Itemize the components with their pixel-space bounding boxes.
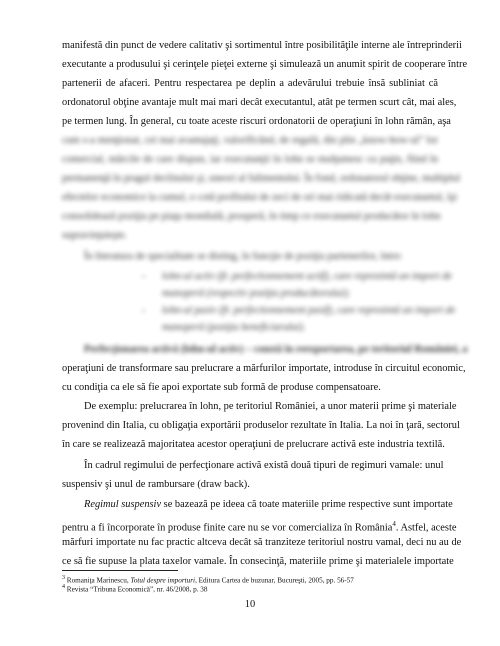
blurred-bullet: lohn-ul pasiv (fr. perfectionnement pasif), care reprezintă un import de (162, 305, 456, 316)
body-text-line: suspensiv şi unul de rambursare (draw back). (62, 479, 250, 490)
blurred-line: permanenţă în pragul declinului şi, uneori al falimentului. În fond, ordonatorul obţine, multiplul (62, 173, 461, 184)
body-text-line: cu condiţia ca ele să fie apoi exportate sub formă de produse compensatoare. (62, 382, 381, 393)
blurred-bullet: manoperă (poziţia beneficiarului). (162, 322, 306, 333)
page-number: 10 (244, 599, 256, 610)
blurred-bullet: lohn-ul activ (fr. perfectionnement actif), care reprezintă un import de (162, 271, 453, 282)
blurred-lead: Perfecţionarea activă (lohn-ul activ) – constă în reexportarea, pe teritoriul României, a (84, 344, 468, 355)
body-text-line: manifestă din punct de vedere calitativ şi sortimentul între posibilităţile interne ale întreprinderii (62, 40, 462, 51)
footnote (62, 583, 207, 594)
regim-suspensiv-line (84, 499, 453, 511)
body-text-segment: pentru a fi încorporate în produse finite care nu se vor comercializa în România (62, 522, 393, 534)
body-text-line: în care se realizează majoritatea acestor operaţiuni de prelucrare activă este industria textilă. (62, 439, 445, 450)
footnote-text: , Editura Cartea de buzunar, Bucureşti, 2005, pp. 56-57 (195, 576, 354, 585)
footnote-ref: 4 (392, 520, 396, 528)
footnote-text: Romaniţa Marinescu, (66, 576, 131, 585)
body-text-line: executante a produsului şi cerinţele pieţei externe şi simulează un anumit spirit de cooperare între (62, 59, 468, 70)
body-text-line: În cadrul regimului de perfecţionare activă există două tipuri de regimuri vamale: unul (84, 460, 444, 471)
body-text-line: provenind din Italia, cu obligaţia exportării produselor rezultate în Italia. La noi în ţară, sectorul (62, 420, 460, 431)
blurred-intro: În literatura de specialitate se disting, în funcţie de poziţia partenerilor, între: (84, 251, 403, 262)
body-text-segment: . Astfel, aceste (395, 522, 457, 534)
blurred-line: efectelor economice la cumul, o cotă profitului de zeci de ori mai ridicată decât executantul, îşi (62, 192, 457, 203)
bullet-dash: - (142, 305, 146, 316)
footnote-text: Revista “Tribuna Economică”, nr. 46/2008, p. 38 (66, 585, 208, 594)
body-text-line: partenerii de afaceri. Pentru respectarea pe deplin a adevărului trebuie însă subliniat că (62, 78, 438, 89)
bullet-dash: - (142, 271, 146, 282)
body-text-line: operaţiuni de transformare sau prelucrare a mărfurilor importate, introduse în circuitul economic, (62, 363, 466, 374)
regim-suspensiv-term: Regimul suspensiv (84, 499, 162, 510)
footnote-number: 3 (62, 575, 65, 581)
footnote-separator (62, 570, 178, 571)
blurred-line: consolidează poziţia pe piaţa mondială, prosperă, în timp ce executantul producător în lohn (62, 211, 441, 222)
footnote-number: 4 (62, 584, 65, 590)
blurred-bullet: manoperă (respectiv poziţia producătorului); (162, 288, 351, 299)
footnote-title: Totul despre importuri (130, 576, 196, 585)
body-text-line: ordonatorul obţine avantaje mult mai mari decât executantul, atât pe termen scurt cât, mai ales, (62, 97, 457, 108)
body-text-line: mărfuri importate nu fac practic altceva decât să tranziteze teritoriul nostru vamal, deci nu au de (62, 537, 462, 548)
blurred-line: supravieţuieşte. (62, 230, 127, 241)
body-text-line: De exemplu: prelucrarea în lohn, pe teritoriul României, a unor materii prime şi materiale (84, 401, 457, 412)
blurred-line: cum s-a menţionat, cei mai avantajaţi, valorificând, de regulă, din plin „know-how-ul” lor (62, 135, 438, 146)
body-text-line: ce să fie supuse la plata taxelor vamale. În consecinţă, materiile prime şi materialele importate (62, 556, 454, 567)
blurred-line: comercial, mărcile de care dispun, iar executanţii în lohn se mulţumesc cu puţin, fiind în (62, 154, 438, 165)
body-text-line: pe termen lung. În general, cu toate aceste riscuri ordonatorii de operaţiuni în lohn rămân, aşa (62, 116, 451, 127)
regim-suspensiv-text: se bazează pe ideea că toate materiile prime respective sunt importate (163, 499, 453, 510)
body-text-line (62, 518, 457, 534)
